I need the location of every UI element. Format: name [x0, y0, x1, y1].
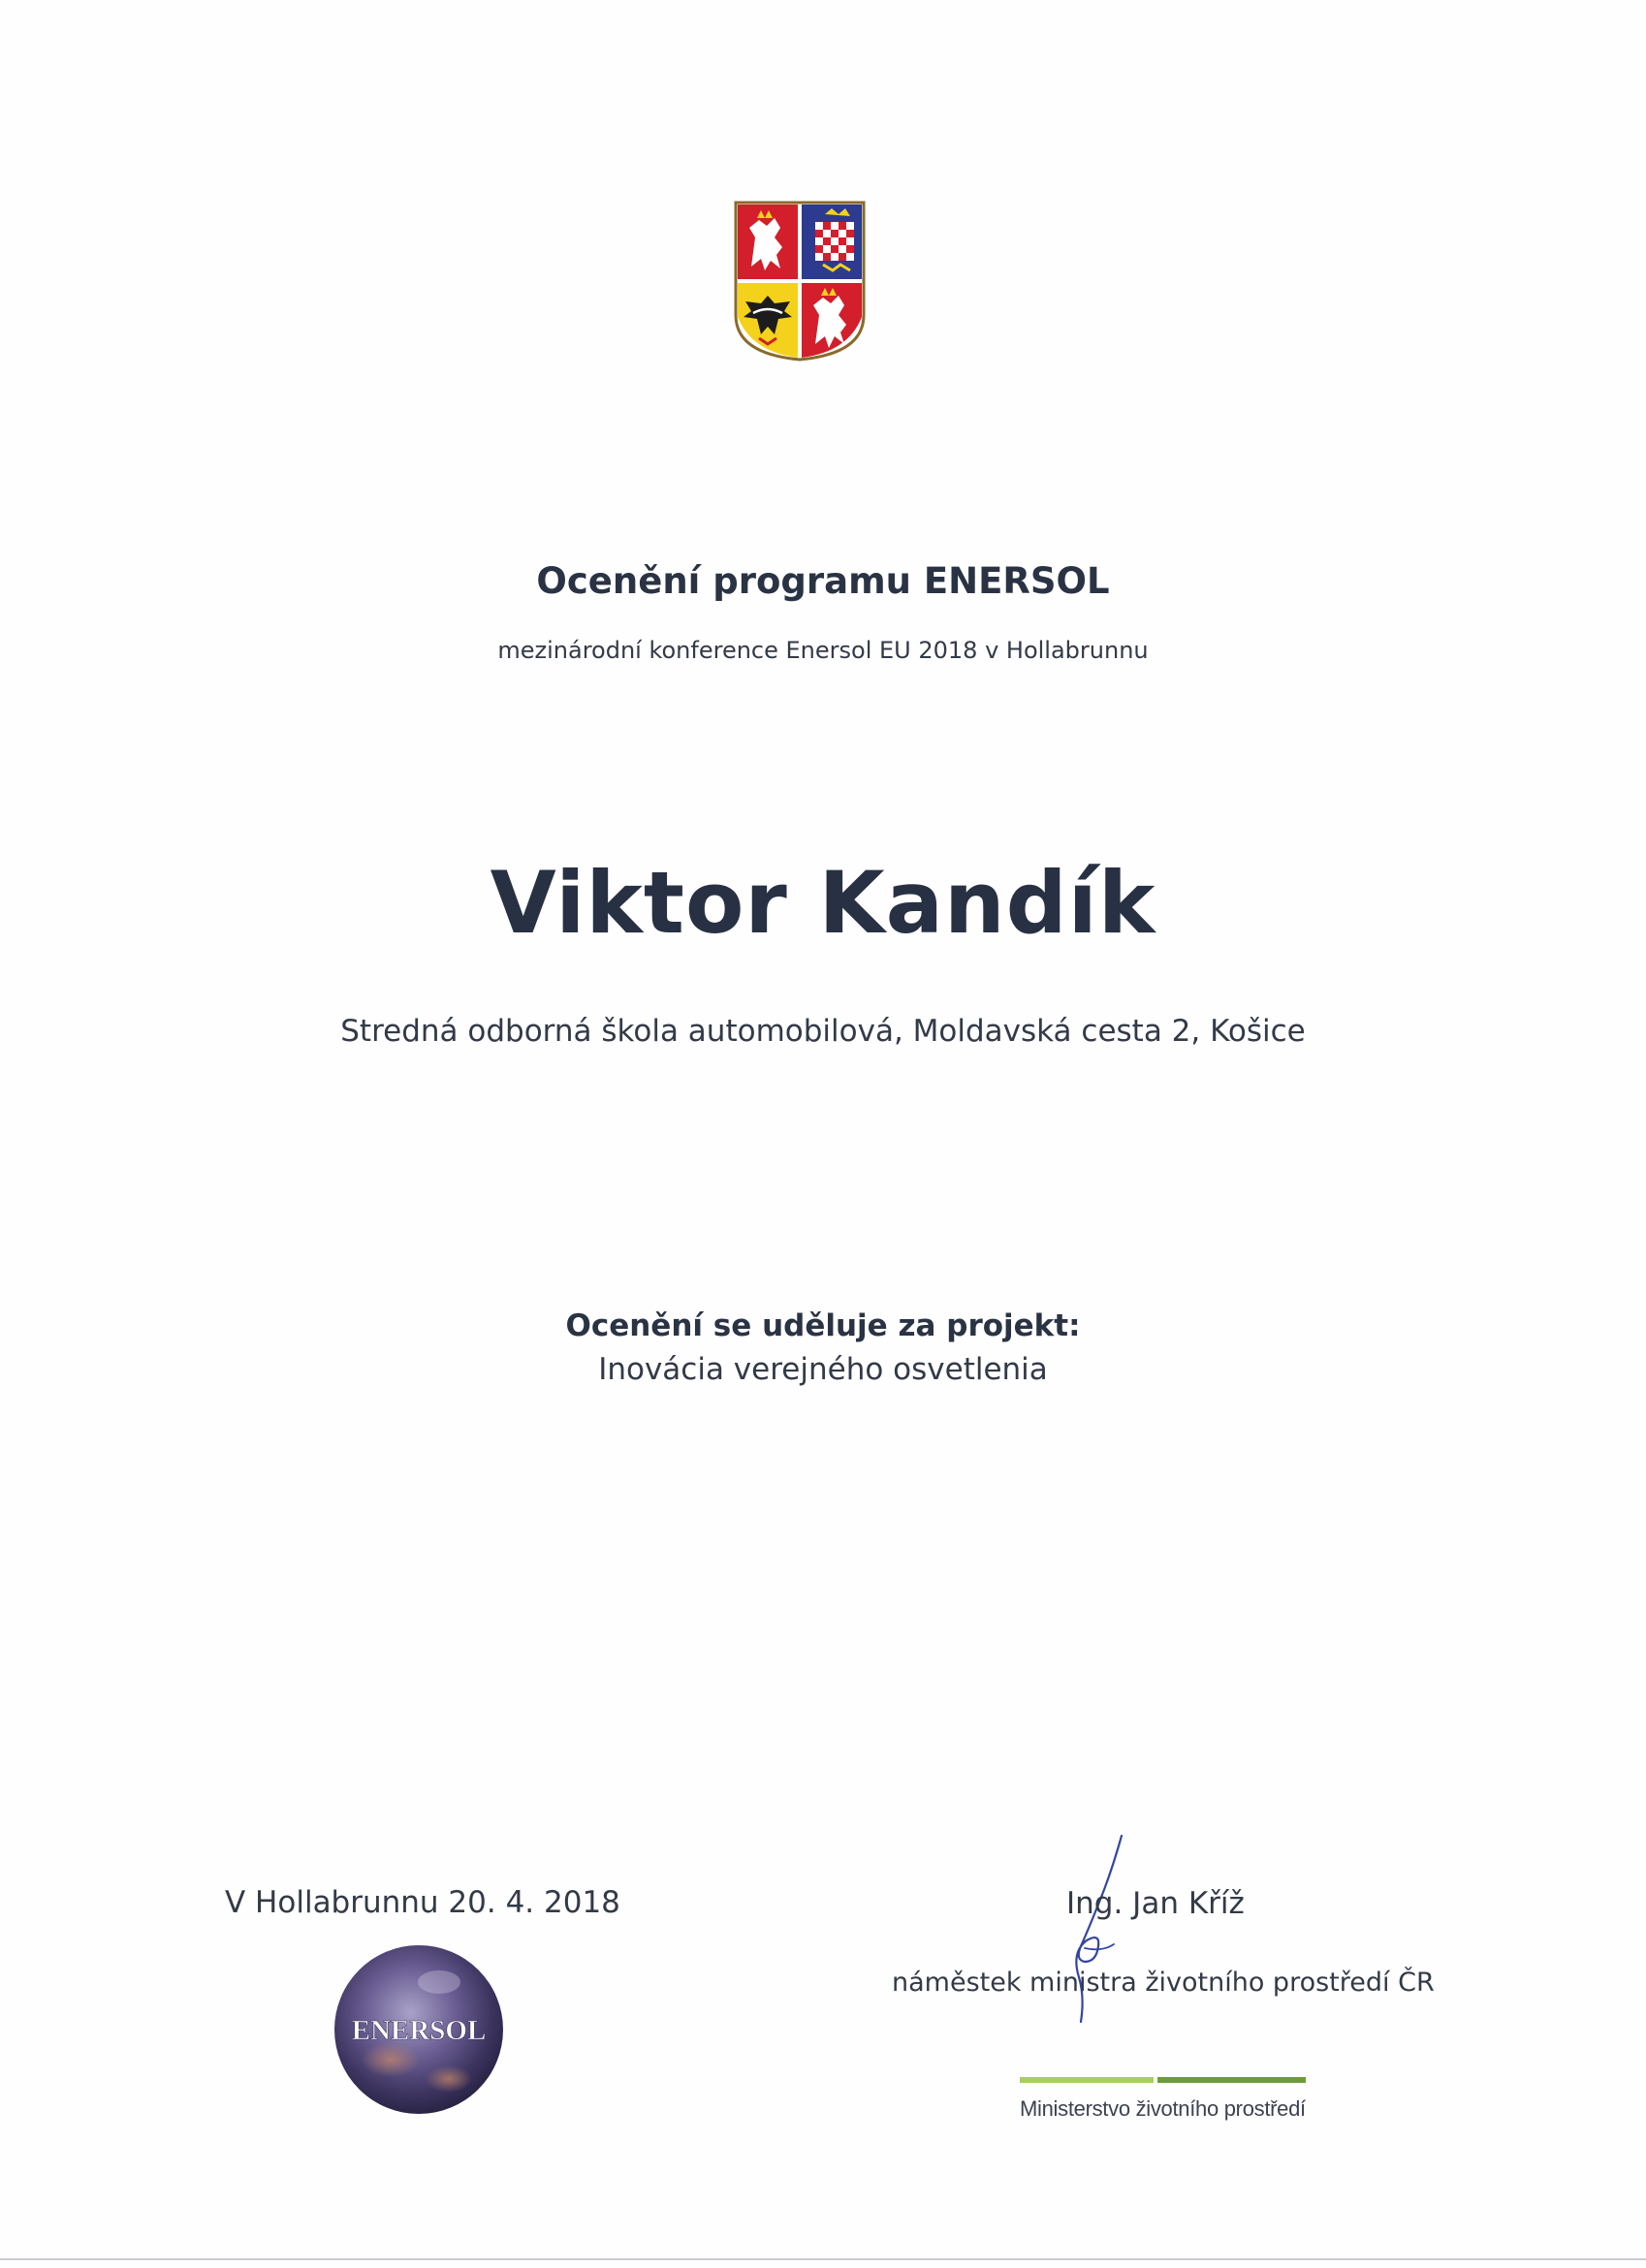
recipient-school: Stredná odborná škola automobilová, Moldavská cesta 2, Košice: [340, 1014, 1306, 1049]
certificate-title: Ocenění programu ENERSOL: [536, 560, 1110, 602]
signer-name: Ing. Jan Kříž: [1066, 1886, 1245, 1921]
conference-subtitle: mezinárodní konference Enersol EU 2018 v Hollabrunnu: [497, 637, 1149, 664]
page-bottom-edge: [0, 2258, 1646, 2260]
ministry-name: Ministerstvo životního prostředí: [1020, 2096, 1306, 2121]
project-name: Inovácia verejného osvetlenia: [598, 1352, 1048, 1387]
award-label: Ocenění se uděluje za projekt:: [565, 1308, 1081, 1343]
recipient-name: Viktor Kandík: [490, 853, 1156, 953]
enersol-logo: [332, 1943, 505, 2116]
signer-role: náměstek ministra životního prostředí ČR: [892, 1968, 1435, 1998]
czech-coat-of-arms-icon: [732, 199, 868, 363]
ministry-bar-light: [1020, 2077, 1154, 2083]
ministry-logo-bars: [1020, 2077, 1306, 2083]
ministry-bar-dark: [1157, 2077, 1306, 2083]
enersol-logo-text: ENERSOL: [351, 2015, 487, 2046]
place-and-date: V Hollabrunnu 20. 4. 2018: [225, 1885, 620, 1920]
